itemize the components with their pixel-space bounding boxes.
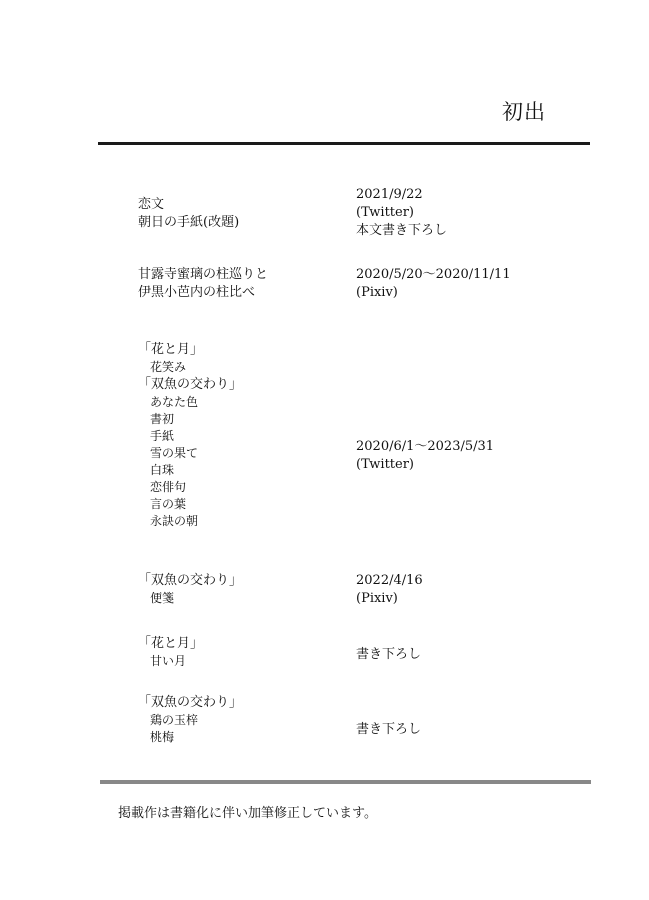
publication-date: 2020/5/20～2020/11/11 <box>356 267 511 282</box>
work-title: 甘露寺蜜璃の柱巡りと <box>138 267 269 282</box>
story-title: 鶏の玉梓 <box>150 713 199 727</box>
publication-note: 書き下ろし <box>356 722 422 737</box>
publication-date: 2021/9/22 <box>356 187 423 202</box>
entry-5-publication <box>356 646 586 664</box>
series-title: 「花と月」 <box>138 636 204 651</box>
series-title: 「花と月」 <box>138 342 204 357</box>
story-title: 言の葉 <box>150 497 187 511</box>
publication-note: 書き下ろし <box>356 647 422 662</box>
story-title: 便箋 <box>150 591 175 605</box>
story-title: 恋俳句 <box>150 480 187 494</box>
series-title: 「双魚の交わり」 <box>138 573 243 588</box>
story-title: 手紙 <box>150 429 175 443</box>
work-title: 朝日の手紙(改題) <box>138 215 240 230</box>
entry-2-titles <box>138 266 348 302</box>
publication-venue: (Twitter) <box>356 457 414 472</box>
entry-4-titles <box>138 572 348 607</box>
bottom-divider <box>100 780 591 784</box>
work-title: 恋文 <box>138 197 165 212</box>
series-title: 「双魚の交わり」 <box>138 695 243 710</box>
page-title: 初出 <box>502 100 546 124</box>
footer-note: 掲載作は書籍化に伴い加筆修正しています。 <box>118 806 377 821</box>
entry-2-publication <box>356 266 586 302</box>
entry-1-titles <box>138 196 348 232</box>
series-title: 「双魚の交わり」 <box>138 377 243 392</box>
story-title: 甘い月 <box>150 654 187 668</box>
entry-6-titles <box>138 694 348 746</box>
story-title: 永訣の朝 <box>150 514 199 528</box>
publication-date: 2022/4/16 <box>356 573 423 588</box>
work-title: 伊黒小芭内の柱比べ <box>138 285 256 300</box>
entry-5-titles <box>138 635 348 670</box>
publication-venue: (Twitter) <box>356 205 414 220</box>
publication-venue: (Pixiv) <box>356 285 398 300</box>
entry-1-publication <box>356 186 586 240</box>
story-title: 桃梅 <box>150 730 175 744</box>
story-title: 雪の果て <box>150 446 199 460</box>
publication-note: 本文書き下ろし <box>356 223 448 238</box>
entry-6-publication <box>356 721 586 739</box>
entry-3-titles <box>138 341 348 530</box>
publication-date: 2020/6/1～2023/5/31 <box>356 439 495 454</box>
publication-venue: (Pixiv) <box>356 591 398 606</box>
entry-3-publication <box>356 438 586 474</box>
story-title: あなた色 <box>150 395 199 409</box>
story-title: 白珠 <box>150 463 175 477</box>
top-divider <box>98 142 590 145</box>
entry-4-publication <box>356 572 586 608</box>
story-title: 書初 <box>150 412 175 426</box>
story-title: 花笑み <box>150 360 187 374</box>
